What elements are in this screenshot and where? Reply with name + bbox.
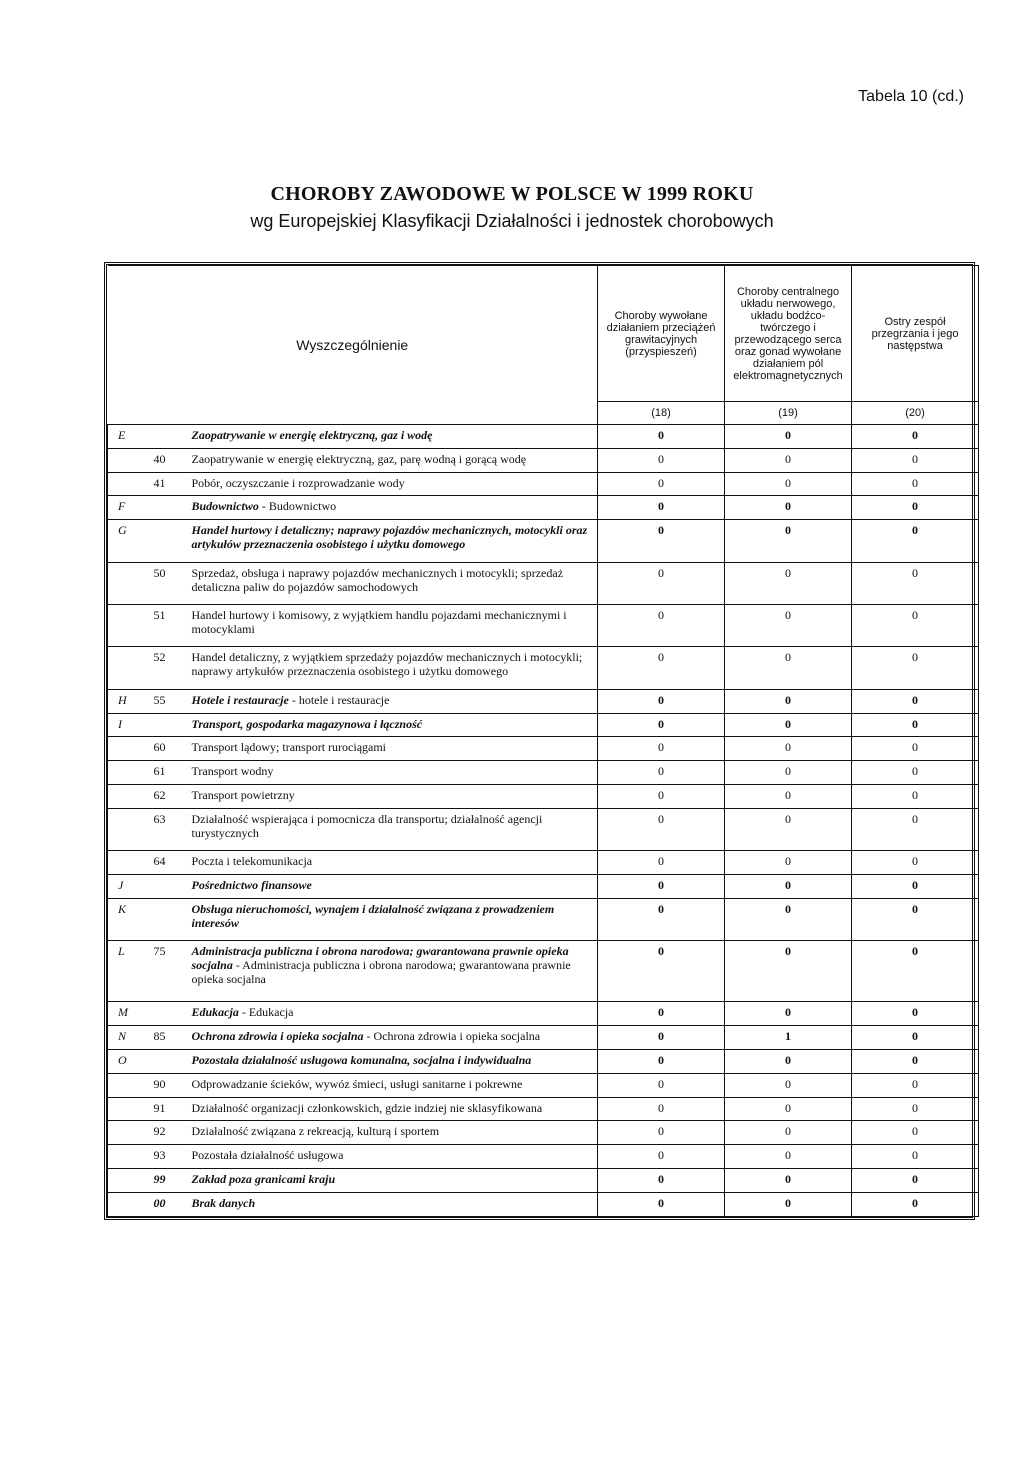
row-description: Odprowadzanie ścieków, wywóz śmieci, usługi sanitarne i pokrewne <box>186 1073 598 1097</box>
row-value-19: 0 <box>725 737 852 761</box>
row-section-letter <box>108 1073 146 1097</box>
row-description: Transport, gospodarka magazynowa i łączność <box>186 713 598 737</box>
table-row <box>108 496 979 520</box>
row-value-18: 0 <box>598 425 725 449</box>
row-description: Poczta i telekomunikacja <box>186 851 598 875</box>
row-value-19: 0 <box>725 647 852 689</box>
row-value-19: 0 <box>725 1192 852 1216</box>
row-value-20: 0 <box>852 808 979 850</box>
row-code: 60 <box>146 737 186 761</box>
row-code: 92 <box>146 1121 186 1145</box>
table-row <box>108 1121 979 1145</box>
row-value-19: 0 <box>725 1145 852 1169</box>
row-value-20: 0 <box>852 785 979 809</box>
row-code: 90 <box>146 1073 186 1097</box>
table-row <box>108 1097 979 1121</box>
row-value-18: 0 <box>598 562 725 604</box>
row-code <box>146 898 186 940</box>
header-num-18: (18) <box>598 402 725 425</box>
row-value-18: 0 <box>598 605 725 647</box>
row-value-18: 0 <box>598 713 725 737</box>
row-description: Transport lądowy; transport rurociągami <box>186 737 598 761</box>
row-section-letter <box>108 808 146 850</box>
row-code: 93 <box>146 1145 186 1169</box>
row-value-19: 0 <box>725 1097 852 1121</box>
row-code: 62 <box>146 785 186 809</box>
row-value-19: 0 <box>725 875 852 899</box>
table-row <box>108 1169 979 1193</box>
row-value-19: 0 <box>725 1049 852 1073</box>
row-description-detail: - Budownictwo <box>258 499 337 514</box>
row-section-letter <box>108 1192 146 1216</box>
row-description: Pozostała działalność usługowa komunalna, socjalna i indywidualna <box>186 1049 598 1073</box>
row-code <box>146 520 186 562</box>
row-section-letter: H <box>108 689 146 713</box>
row-description-detail: - hotele i restauracje <box>288 692 390 707</box>
row-value-18: 0 <box>598 1049 725 1073</box>
row-section-letter: K <box>108 898 146 940</box>
header-num-20: (20) <box>852 402 979 425</box>
table-row <box>108 808 979 850</box>
table-row <box>108 1026 979 1050</box>
row-description: Handel detaliczny, z wyjątkiem sprzedaży pojazdów mechanicznych i motocykli; naprawy artykułów przeznaczenia osobistego i użytku domowego <box>186 647 598 689</box>
row-value-19: 0 <box>725 851 852 875</box>
row-value-18: 0 <box>598 689 725 713</box>
row-value-19: 0 <box>725 496 852 520</box>
row-description <box>186 1002 598 1026</box>
row-value-20: 0 <box>852 425 979 449</box>
table-row <box>108 785 979 809</box>
row-value-20: 0 <box>852 605 979 647</box>
row-value-20: 0 <box>852 1169 979 1193</box>
row-section-letter: E <box>108 425 146 449</box>
row-description-section-name: Ochrona zdrowia i opieka socjalna <box>191 1029 364 1044</box>
table-row <box>108 1049 979 1073</box>
table-row <box>108 1192 979 1216</box>
row-section-letter <box>108 851 146 875</box>
row-value-20: 0 <box>852 448 979 472</box>
row-value-19: 0 <box>725 1002 852 1026</box>
row-value-18: 0 <box>598 520 725 562</box>
row-code: 51 <box>146 605 186 647</box>
row-description: Zaopatrywanie w energię elektryczną, gaz i wodę <box>186 425 598 449</box>
row-description: Pozostała działalność usługowa <box>186 1145 598 1169</box>
row-code: 50 <box>146 562 186 604</box>
row-value-20: 0 <box>852 1002 979 1026</box>
table-row <box>108 875 979 899</box>
row-code <box>146 425 186 449</box>
row-value-20: 0 <box>852 737 979 761</box>
row-description-detail: - Edukacja <box>238 1005 294 1020</box>
row-value-20: 0 <box>852 1145 979 1169</box>
row-section-letter <box>108 448 146 472</box>
row-value-20: 0 <box>852 647 979 689</box>
row-section-letter <box>108 1169 146 1193</box>
row-section-letter <box>108 761 146 785</box>
row-code <box>146 875 186 899</box>
row-value-19: 0 <box>725 689 852 713</box>
row-description: Pośrednictwo finansowe <box>186 875 598 899</box>
row-description: Sprzedaż, obsługa i naprawy pojazdów mechanicznych i motocykli; sprzedaż detaliczna paliw do pojazdów samochodowych <box>186 562 598 604</box>
row-code <box>146 496 186 520</box>
row-section-letter <box>108 647 146 689</box>
row-description-detail: - Administracja publiczna i obrona narodowa; gwarantowana prawnie opieka socjalna <box>191 958 571 987</box>
row-section-letter: J <box>108 875 146 899</box>
row-value-18: 0 <box>598 737 725 761</box>
row-value-20: 0 <box>852 941 979 1002</box>
row-value-20: 0 <box>852 1026 979 1050</box>
row-description: Transport wodny <box>186 761 598 785</box>
row-code: 91 <box>146 1097 186 1121</box>
row-section-letter: L <box>108 941 146 1002</box>
row-section-letter: O <box>108 1049 146 1073</box>
row-code: 85 <box>146 1026 186 1050</box>
header-description: Wyszczególnienie <box>108 266 598 425</box>
row-value-19: 0 <box>725 713 852 737</box>
table-row <box>108 713 979 737</box>
row-code <box>146 1049 186 1073</box>
row-value-19: 0 <box>725 898 852 940</box>
table-row <box>108 898 979 940</box>
row-value-18: 0 <box>598 472 725 496</box>
row-description: Zakład poza granicami kraju <box>186 1169 598 1193</box>
row-value-19: 0 <box>725 472 852 496</box>
row-value-18: 0 <box>598 785 725 809</box>
row-value-18: 0 <box>598 1073 725 1097</box>
row-value-20: 0 <box>852 1192 979 1216</box>
row-description: Transport powietrzny <box>186 785 598 809</box>
table-row <box>108 448 979 472</box>
row-value-19: 1 <box>725 1026 852 1050</box>
row-description-section-name: Budownictwo <box>191 499 259 514</box>
row-value-20: 0 <box>852 520 979 562</box>
table-row <box>108 562 979 604</box>
row-description: Działalność związana z rekreacją, kulturą i sportem <box>186 1121 598 1145</box>
row-value-18: 0 <box>598 808 725 850</box>
row-code: 40 <box>146 448 186 472</box>
row-value-18: 0 <box>598 1002 725 1026</box>
row-value-19: 0 <box>725 425 852 449</box>
row-description: Pobór, oczyszczanie i rozprowadzanie wody <box>186 472 598 496</box>
row-code: 00 <box>146 1192 186 1216</box>
row-description: Zaopatrywanie w energię elektryczną, gaz, parę wodną i gorącą wodę <box>186 448 598 472</box>
row-value-20: 0 <box>852 761 979 785</box>
table-row <box>108 520 979 562</box>
row-section-letter <box>108 562 146 604</box>
row-section-letter <box>108 1097 146 1121</box>
table-row <box>108 737 979 761</box>
row-value-19: 0 <box>725 808 852 850</box>
row-value-19: 0 <box>725 785 852 809</box>
row-value-18: 0 <box>598 761 725 785</box>
header-num-19: (19) <box>725 402 852 425</box>
table-row <box>108 761 979 785</box>
row-value-20: 0 <box>852 496 979 520</box>
row-description <box>186 1026 598 1050</box>
row-value-19: 0 <box>725 562 852 604</box>
row-value-20: 0 <box>852 472 979 496</box>
row-section-letter: M <box>108 1002 146 1026</box>
row-value-20: 0 <box>852 1073 979 1097</box>
row-section-letter: N <box>108 1026 146 1050</box>
row-description-section-name: Administracja publiczna i obrona narodowa; gwarantowana prawnie opieka socjalna <box>191 944 569 973</box>
row-value-19: 0 <box>725 1121 852 1145</box>
row-description-section-name: Hotele i restauracje <box>191 692 289 707</box>
row-code: 75 <box>146 941 186 1002</box>
row-value-18: 0 <box>598 448 725 472</box>
row-value-18: 0 <box>598 875 725 899</box>
row-description: Działalność wspierająca i pomocnicza dla transportu; działalność agencji turystycznych <box>186 808 598 850</box>
row-value-19: 0 <box>725 761 852 785</box>
row-value-18: 0 <box>598 1097 725 1121</box>
row-section-letter <box>108 605 146 647</box>
table-row <box>108 689 979 713</box>
row-value-20: 0 <box>852 1097 979 1121</box>
row-code: 61 <box>146 761 186 785</box>
data-table-frame <box>104 262 975 1220</box>
header-col-19: Choroby centralnego układu nerwowego, układu bodźco-twórczego i przewodzącego serca oraz gonad wywołane działaniem pól elektromagnetycznych <box>725 266 852 402</box>
row-value-18: 0 <box>598 647 725 689</box>
row-section-letter <box>108 472 146 496</box>
table-row <box>108 647 979 689</box>
row-code: 99 <box>146 1169 186 1193</box>
row-description: Handel hurtowy i detaliczny; naprawy pojazdów mechanicznych, motocykli oraz artykułów przeznaczenia osobistego i użytku domowego <box>186 520 598 562</box>
row-description-section-name: Edukacja <box>191 1005 239 1020</box>
row-section-letter <box>108 737 146 761</box>
row-code: 55 <box>146 689 186 713</box>
row-value-20: 0 <box>852 875 979 899</box>
row-value-19: 0 <box>725 1073 852 1097</box>
row-code: 52 <box>146 647 186 689</box>
row-description <box>186 496 598 520</box>
table-row <box>108 1145 979 1169</box>
row-value-20: 0 <box>852 851 979 875</box>
row-description-detail: - Ochrona zdrowia i opieka socjalna <box>363 1029 541 1044</box>
row-code <box>146 713 186 737</box>
table-row <box>108 472 979 496</box>
header-col-18: Choroby wywołane działaniem przeciążeń grawitacyjnych (przyspieszeń) <box>598 266 725 402</box>
table-row <box>108 851 979 875</box>
table-row <box>108 605 979 647</box>
table-page-label: Tabela 10 (cd.) <box>858 88 964 105</box>
row-description <box>186 941 598 1002</box>
row-value-19: 0 <box>725 520 852 562</box>
row-value-20: 0 <box>852 562 979 604</box>
row-value-18: 0 <box>598 941 725 1002</box>
row-description <box>186 689 598 713</box>
table-body <box>108 425 979 1217</box>
row-description: Brak danych <box>186 1192 598 1216</box>
row-section-letter <box>108 1145 146 1169</box>
row-value-18: 0 <box>598 1121 725 1145</box>
row-section-letter: F <box>108 496 146 520</box>
data-table <box>107 265 979 1217</box>
table-row <box>108 941 979 1002</box>
row-value-20: 0 <box>852 713 979 737</box>
row-code: 63 <box>146 808 186 850</box>
header-col-20: Ostry zespół przegrzania i jego następstwa <box>852 266 979 402</box>
row-code: 41 <box>146 472 186 496</box>
row-code: 64 <box>146 851 186 875</box>
page-subtitle: wg Europejskiej Klasyfikacji Działalności i jednostek chorobowych <box>250 211 774 231</box>
row-value-20: 0 <box>852 689 979 713</box>
row-value-18: 0 <box>598 1026 725 1050</box>
row-value-19: 0 <box>725 605 852 647</box>
row-value-20: 0 <box>852 898 979 940</box>
row-value-18: 0 <box>598 496 725 520</box>
page-title: CHOROBY ZAWODOWE W POLSCE W 1999 ROKU <box>270 183 754 205</box>
row-value-18: 0 <box>598 898 725 940</box>
row-value-18: 0 <box>598 1145 725 1169</box>
row-code <box>146 1002 186 1026</box>
row-value-20: 0 <box>852 1121 979 1145</box>
row-section-letter: I <box>108 713 146 737</box>
row-value-18: 0 <box>598 1169 725 1193</box>
row-description: Handel hurtowy i komisowy, z wyjątkiem handlu pojazdami mechanicznymi i motocyklami <box>186 605 598 647</box>
row-value-19: 0 <box>725 448 852 472</box>
row-value-18: 0 <box>598 851 725 875</box>
row-section-letter: G <box>108 520 146 562</box>
row-description: Działalność organizacji członkowskich, gdzie indziej nie sklasyfikowana <box>186 1097 598 1121</box>
row-value-18: 0 <box>598 1192 725 1216</box>
table-row <box>108 1073 979 1097</box>
row-value-19: 0 <box>725 941 852 1002</box>
table-row <box>108 1002 979 1026</box>
row-section-letter <box>108 785 146 809</box>
row-description: Obsługa nieruchomości, wynajem i działalność związana z prowadzeniem interesów <box>186 898 598 940</box>
table-row <box>108 425 979 449</box>
row-value-19: 0 <box>725 1169 852 1193</box>
row-section-letter <box>108 1121 146 1145</box>
row-value-20: 0 <box>852 1049 979 1073</box>
